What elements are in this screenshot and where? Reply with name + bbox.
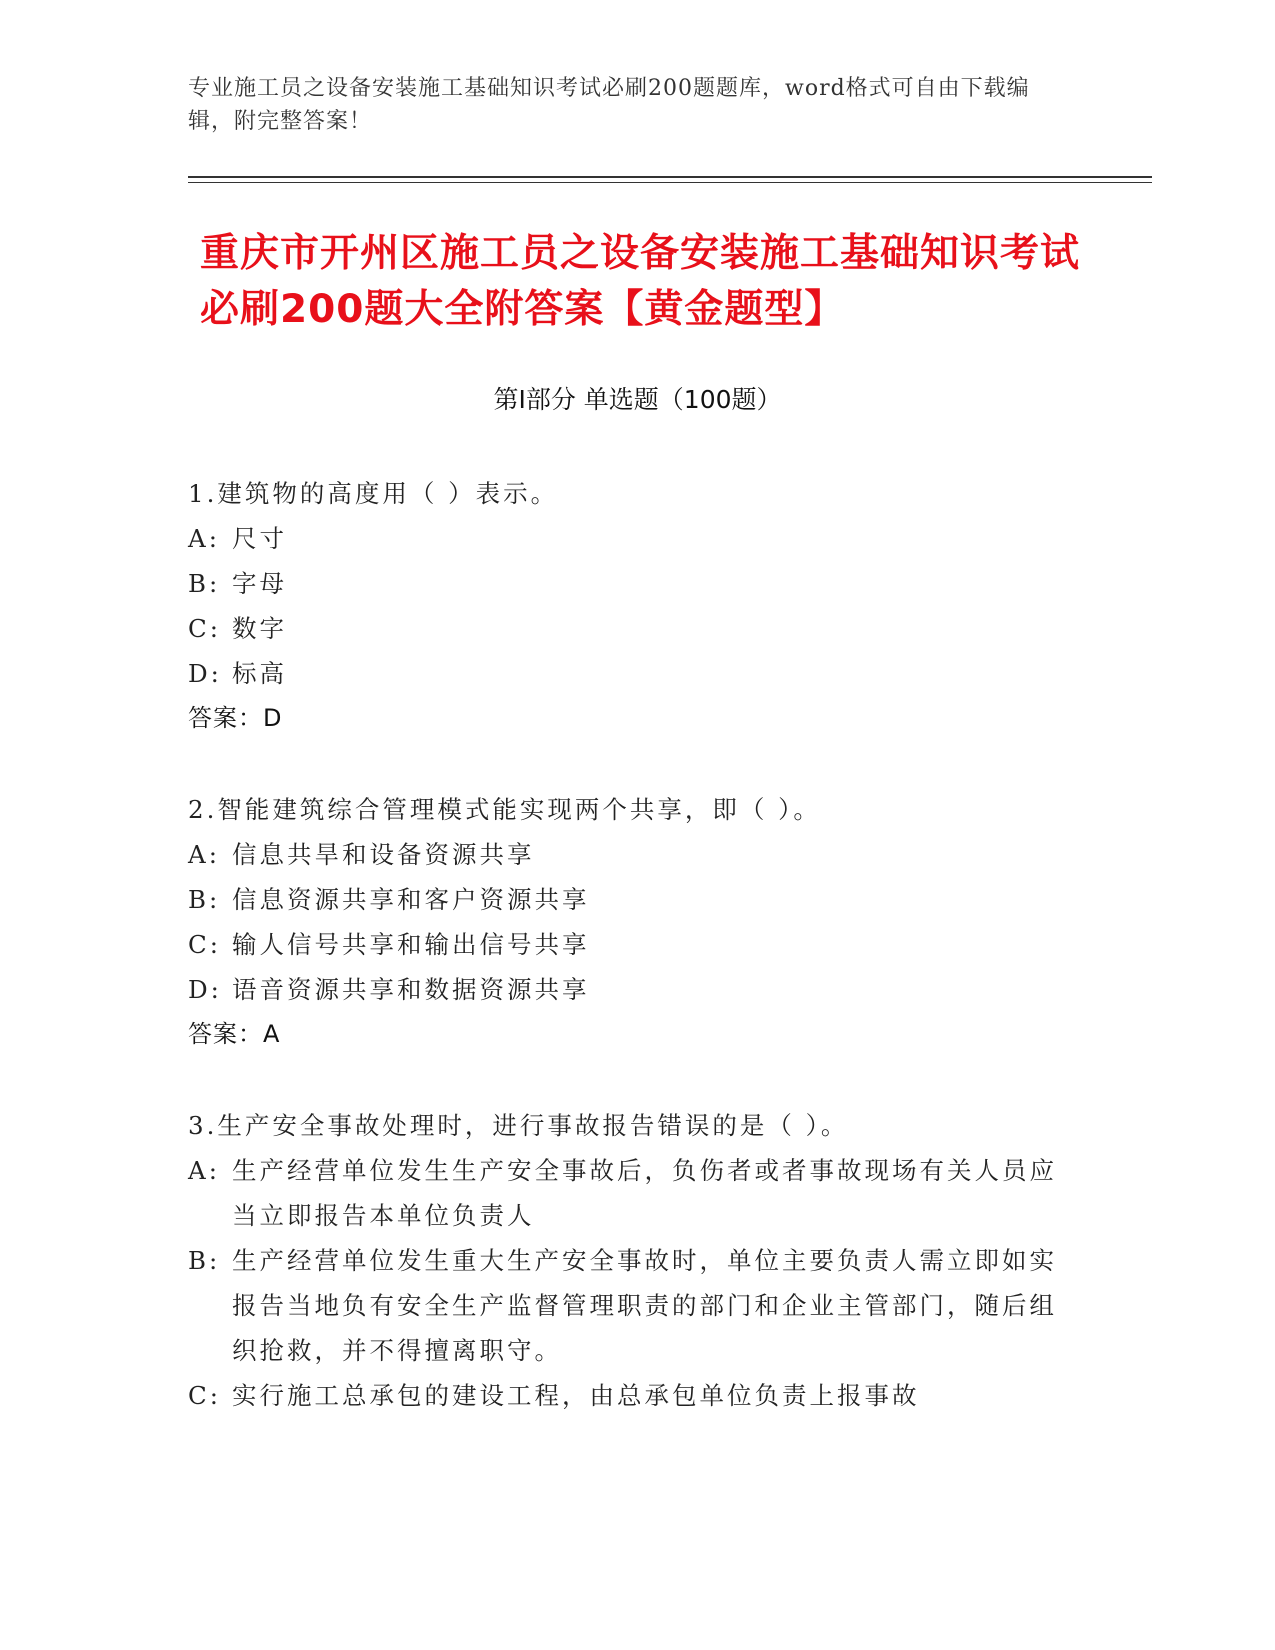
- option-letter: A:: [188, 524, 220, 553]
- answer-prefix: 答案：: [188, 704, 263, 732]
- question-stem: 1.建筑物的高度用（ ）表示。: [188, 479, 559, 508]
- question-3: [188, 1103, 1068, 1418]
- option-d: [188, 651, 1068, 696]
- option-text: 标高: [232, 659, 287, 688]
- answer-line: [188, 696, 1068, 741]
- question-stem: 2.智能建筑综合管理模式能实现两个共享，即（ ）。: [188, 795, 821, 824]
- option-letter: B:: [188, 1246, 221, 1275]
- option-b: [188, 877, 1068, 922]
- option-letter: B:: [188, 569, 221, 598]
- option-text: 字母: [232, 569, 287, 598]
- answer-value: D: [263, 704, 283, 732]
- header-divider-thick: [188, 176, 1152, 178]
- option-c: [188, 606, 1068, 651]
- answer-prefix: 答案：: [188, 1020, 263, 1048]
- option-a: [188, 1148, 1068, 1238]
- option-text: 实行施工总承包的建设工程，由总承包单位负责上报事故: [232, 1381, 920, 1410]
- option-a: [188, 516, 1068, 561]
- option-letter: A:: [188, 1156, 220, 1185]
- answer-value: A: [263, 1020, 281, 1048]
- option-c: [188, 1373, 1068, 1418]
- option-letter: C:: [188, 930, 222, 959]
- question-1: [188, 471, 1068, 741]
- answer-line: [188, 1012, 1068, 1057]
- option-letter: D:: [188, 975, 222, 1004]
- option-text: 生产经营单位发生重大生产安全事故时，单位主要负责人需立即如实报告当地负有安全生产监督管理职责的部门和企业主管部门，随后组织抢救，并不得擅离职守。: [232, 1246, 1057, 1365]
- option-text: 尺寸: [232, 524, 287, 553]
- header-divider-thin: [188, 182, 1152, 183]
- option-letter: A:: [188, 840, 220, 869]
- question-2: [188, 787, 1068, 1057]
- option-text: 输人信号共享和输出信号共享: [232, 930, 590, 959]
- option-text: 生产经营单位发生生产安全事故后，负伤者或者事故现场有关人员应当立即报告本单位负责人: [232, 1156, 1057, 1230]
- option-text: 语音资源共享和数据资源共享: [232, 975, 590, 1004]
- question-stem: 3.生产安全事故处理时，进行事故报告错误的是（ ）。: [188, 1111, 849, 1140]
- option-b: [188, 1238, 1068, 1373]
- option-c: [188, 922, 1068, 967]
- option-text: 数字: [232, 614, 287, 643]
- option-letter: D:: [188, 659, 222, 688]
- header-note: 专业施工员之设备安装施工基础知识考试必刷200题题库，word格式可自由下载编辑，附完整答案！: [188, 76, 1030, 134]
- option-text: 信息资源共享和客户资源共享: [232, 885, 590, 914]
- option-text: 信息共旱和设备资源共享: [232, 840, 535, 869]
- option-b: [188, 561, 1068, 606]
- question-list: [188, 471, 1068, 1464]
- option-letter: C:: [188, 1381, 222, 1410]
- option-d: [188, 967, 1068, 1012]
- option-letter: B:: [188, 885, 221, 914]
- document-title: 重庆市开州区施工员之设备安装施工基础知识考试必刷200题大全附答案【黄金题型】: [200, 231, 1081, 332]
- section-heading: 第I部分 单选题（100题）: [493, 385, 782, 414]
- option-a: [188, 832, 1068, 877]
- option-letter: C:: [188, 614, 222, 643]
